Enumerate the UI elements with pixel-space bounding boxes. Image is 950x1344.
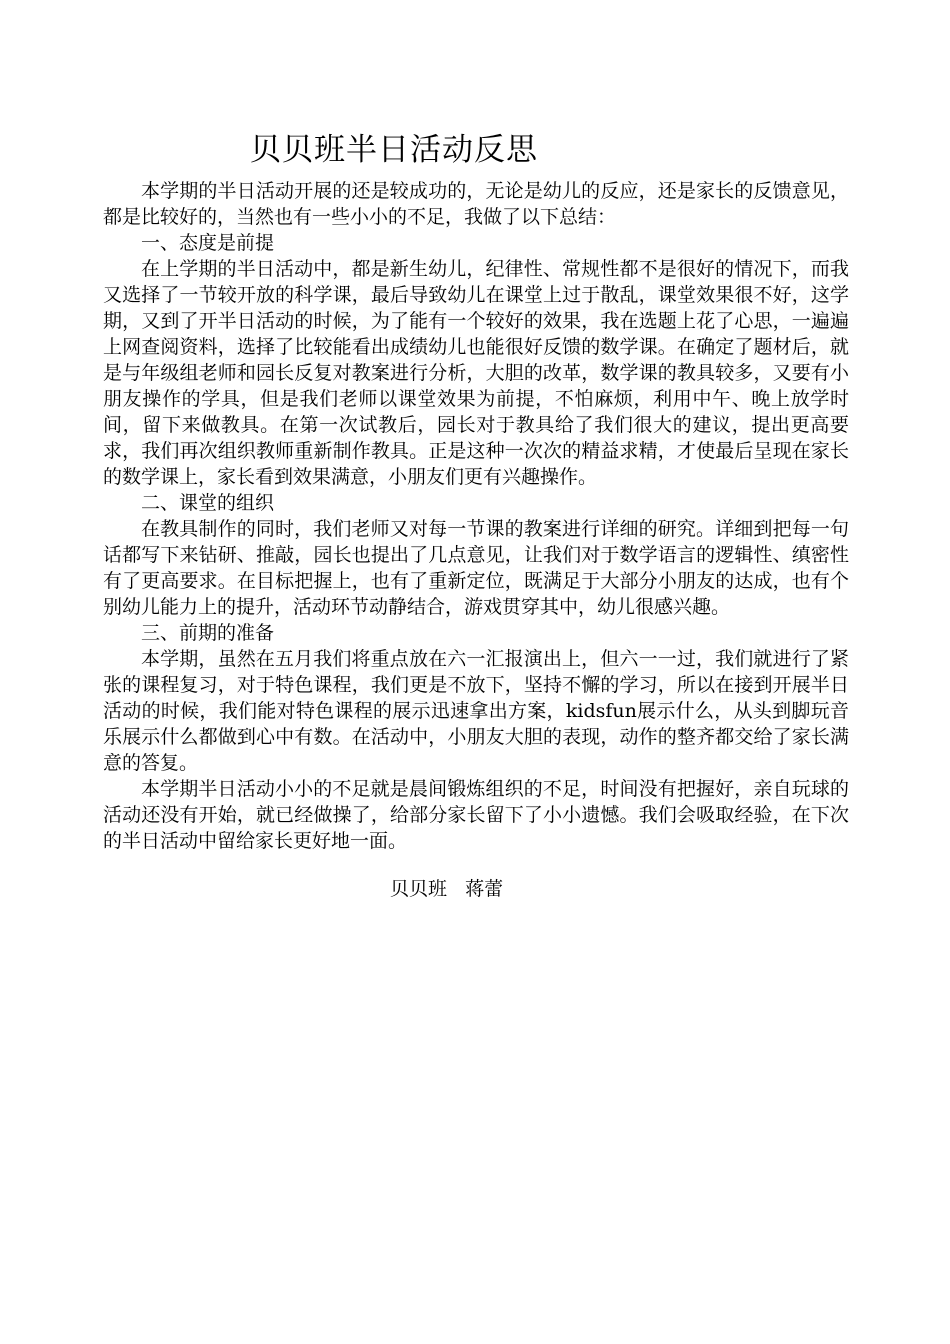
section-1-heading: 一、态度是前提 [141, 232, 275, 254]
conclusion-paragraph: 本学期半日活动小小的不足就是晨间锻炼组织的不足，时间没有把握好，亲自玩球的活动还没有开始，就已经做操了，给部分家长留下了小小遗憾。我们会吸取经验，在下次的半日活动中留给家长更好地一面。 [103, 778, 849, 852]
section-2-heading: 二、课堂的组织 [141, 492, 275, 514]
intro-paragraph: 本学期的半日活动开展的还是较成功的，无论是幼儿的反应，还是家长的反馈意见，都是比较好的，当然也有一些小小的不足，我做了以下总结： [103, 180, 849, 228]
document-title: 贝贝班半日活动反思 [250, 132, 538, 168]
document-page [103, 128, 849, 902]
section-3-heading: 三、前期的准备 [141, 622, 275, 644]
section-2-paragraph: 在教具制作的同时，我们老师又对每一节课的教案进行详细的研究。详细到把每一句话都写下来钻研、推敲，园长也提出了几点意见，让我们对于数学语言的逻辑性、缜密性有了更高要求。在目标把握上，也有了重新定位，既满足于大部分小朋友的达成，也有个别幼儿能力上的提升，活动环节动静结合，游戏贯穿其中，幼儿很感兴趣。 [103, 518, 849, 618]
section-1-paragraph: 在上学期的半日活动中，都是新生幼儿，纪律性、常规性都不是很好的情况下，而我又选择了一节较开放的科学课，最后导致幼儿在课堂上过于散乱，课堂效果很不好，这学期，又到了开半日活动的时候，为了能有一个较好的效果，我在选题上花了心思，一遍遍上网查阅资料，选择了比较能看出成绩幼儿也能很好反馈的数学课。在确定了题材后，就是与年级组老师和园长反复对教案进行分析，大胆的改革，数学课的教具较多，又要有小朋友操作的学具，但是我们老师以课堂效果为前提，不怕麻烦，利用中午、晚上放学时间，留下来做教具。在第一次试教后，园长对于教具给了我们很大的建议，提出更高要求，我们再次组织教师重新制作教具。正是这种一次次的精益求精，才使最后呈现在家长的数学课上，家长看到效果满意，小朋友们更有兴趣操作。 [103, 258, 849, 488]
document-body [103, 178, 849, 854]
signature: 贝贝班 蒋蕾 [390, 878, 504, 900]
section-3-paragraph: 本学期，虽然在五月我们将重点放在六一汇报演出上，但六一一过，我们就进行了紧张的课程复习，对于特色课程，我们更是不放下，坚持不懈的学习，所以在接到开展半日活动的时候，我们能对特色课程的展示迅速拿出方案，kidsfun展示什么，从头到脚玩音乐展示什么都做到心中有数。在活动中，小朋友大胆的表现，动作的整齐都交给了家长满意的答复。 [103, 648, 849, 774]
